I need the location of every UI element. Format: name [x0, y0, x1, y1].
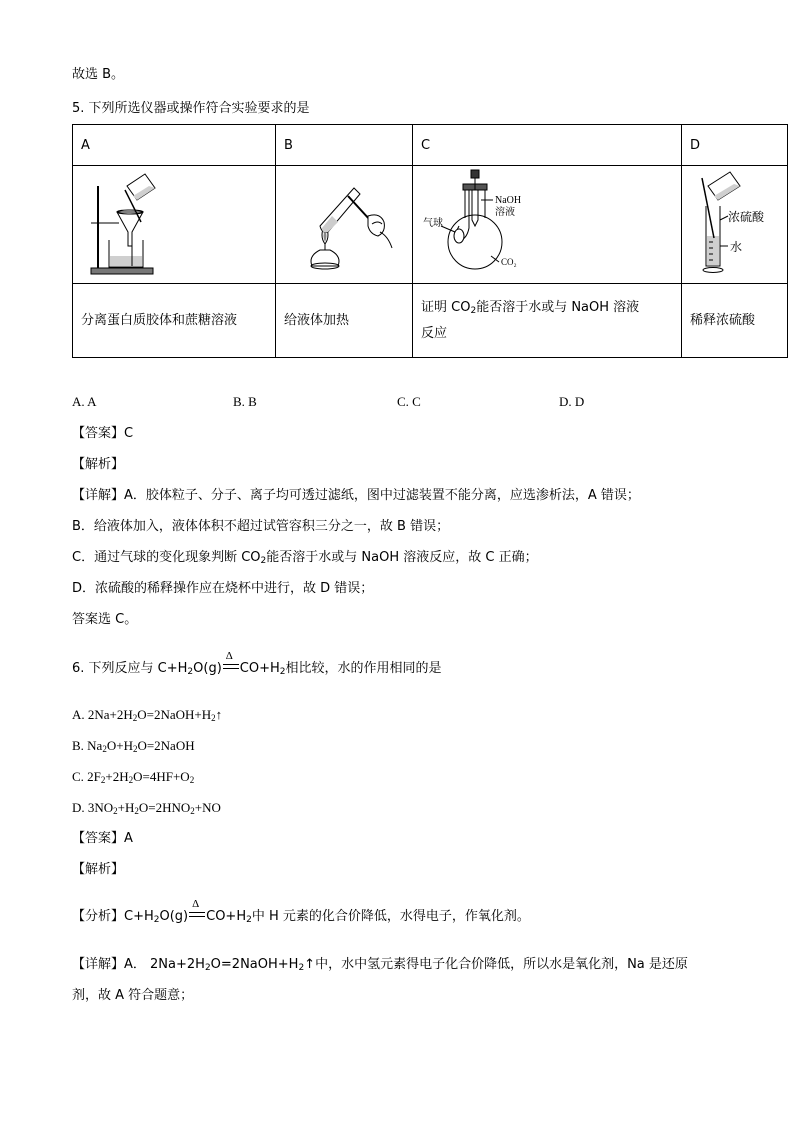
q6-option-d: D. $3NO_2+H_2O=2HNO_2+NO$: [72, 800, 221, 816]
caption-b: 给液体加热: [276, 284, 413, 358]
caption-a: 分离蛋白质胶体和蔗糖溶液: [73, 284, 276, 358]
co2-flask-figure: [421, 166, 673, 279]
q5-detail-b: B．给液体加入，液体体积不超过试管容积三分之一，故 B 错误；: [72, 519, 450, 534]
solution-label: 溶液: [495, 207, 515, 218]
q6-option-c: C. $2F_2+2H_2O=4HF+O_2$: [72, 769, 195, 785]
q6-detail-a-line2: 剂，故 A 符合题意；: [72, 988, 194, 1003]
heating-test-tube-figure: [284, 166, 404, 279]
acid-label: 浓硫酸: [728, 210, 765, 224]
q6-detail-a: 【详解】A． $2Na+2H_2O=2NaOH+H_2↑$中，水中氢元素得电子化合价降低，所以水是氧化剂，Na 是还原: [72, 957, 688, 973]
q5-option-b: B. B: [233, 394, 257, 409]
q5-answer: 【答案】C: [72, 426, 134, 441]
dilution-cylinder-figure: [690, 166, 779, 279]
q6-option-b: B. $Na_2O+H_2O=2NaOH$: [72, 738, 195, 754]
figure-b-cell: [276, 166, 413, 284]
co2-label: CO₂: [501, 257, 517, 267]
q5-detail-d: D．浓硫酸的稀释操作应在烧杯中进行，故 D 错误；: [72, 581, 374, 596]
question-5-stem: 5. 下列所选仪器或操作符合实验要求的是: [72, 101, 310, 116]
caption-d: 稀释浓硫酸: [682, 284, 788, 358]
q6-fenxi: 【分析】$C+H_2O(g)$ Δ $CO+H_2$中 H 元素的化合价降低，水得电子，作氧化剂。: [72, 898, 530, 925]
figure-c-cell: [413, 166, 682, 284]
figure-d-cell: [682, 166, 788, 284]
heat-equals-sign: Δ: [188, 907, 206, 921]
filtration-apparatus-figure: [81, 166, 267, 279]
intro-line: 故选 B。: [72, 67, 125, 82]
water-label: 水: [730, 240, 743, 254]
header-d: D: [682, 125, 788, 166]
balloon-label: 气球: [423, 218, 443, 229]
q5-analysis-label: 【解析】: [72, 457, 125, 472]
question-5-table: [72, 124, 788, 358]
header-c: C: [413, 125, 682, 166]
naoh-label: NaOH: [495, 195, 522, 206]
q6-answer: 【答案】A: [72, 831, 133, 846]
caption-c: 证明 $CO_2$能否溶于水或与 NaOH 溶液 反应: [413, 284, 682, 358]
q5-detail-c: C．通过气球的变化现象判断 $CO_2$能否溶于水或与 NaOH 溶液反应，故 C 正确；: [72, 550, 538, 566]
q5-detail-a: 【详解】A．胶体粒子、分子、离子均可透过滤纸，图中过滤装置不能分离，应选渗析法，A 错误；: [72, 488, 640, 503]
q5-option-a: A. A: [72, 394, 97, 409]
figure-a-cell: [73, 166, 276, 284]
q5-conclusion: 答案选 C。: [72, 612, 138, 627]
header-b: B: [276, 125, 413, 166]
q6-option-a: A. $2Na+2H_2O=2NaOH+H_2↑$: [72, 707, 223, 723]
header-a: A: [73, 125, 276, 166]
q5-option-d: D. D: [559, 394, 585, 409]
heat-equals-sign: Δ: [222, 659, 240, 673]
q6-analysis-label: 【解析】: [72, 862, 125, 877]
question-6-stem: 6. 下列反应与 $C+H_2O(g)$ Δ $CO+H_2$相比较，水的作用相同的是: [72, 650, 442, 677]
q5-option-c: C. C: [397, 394, 421, 409]
